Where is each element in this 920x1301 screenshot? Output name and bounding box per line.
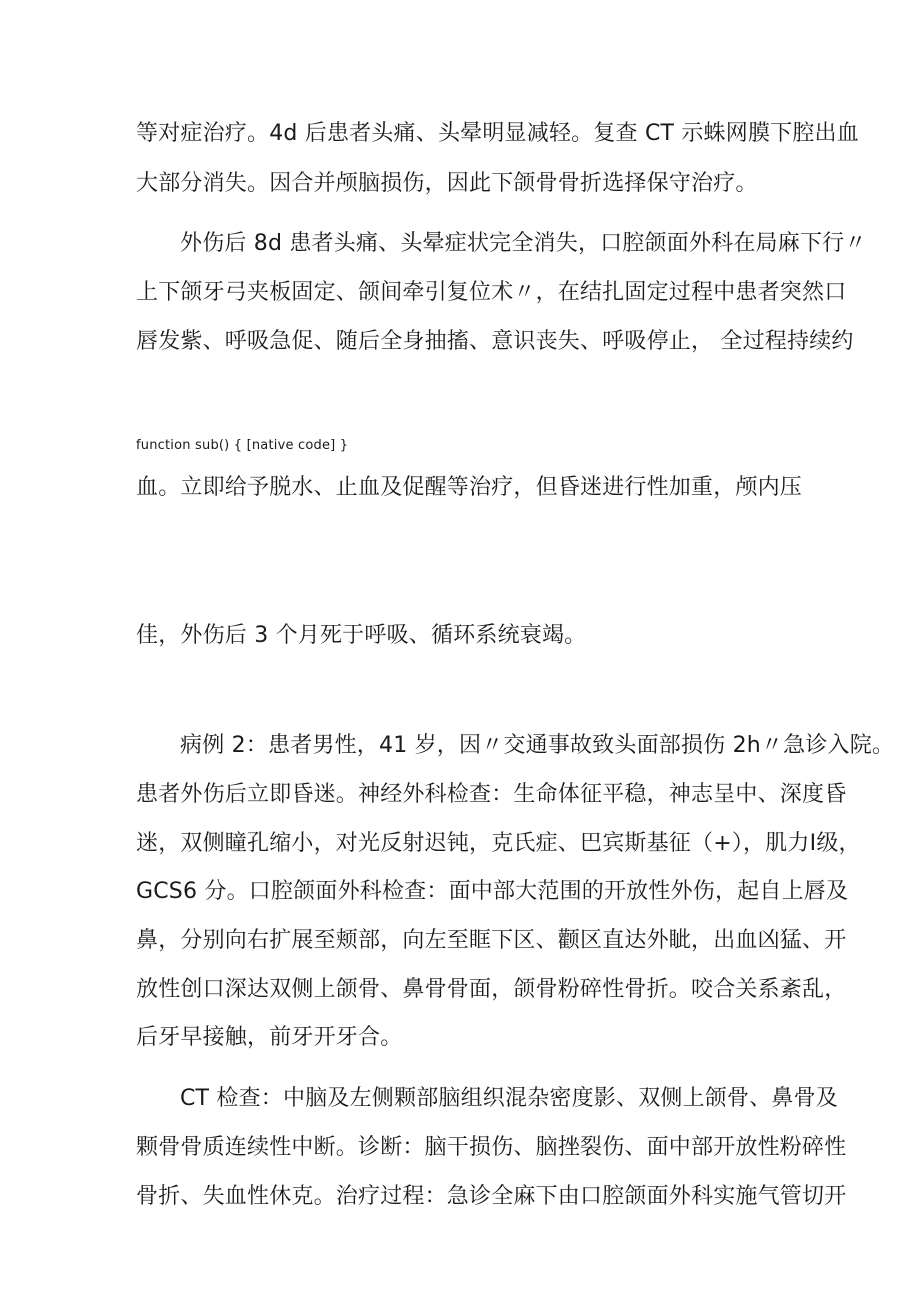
text-line: 后牙早接触，前牙开牙合。 [136, 1025, 403, 1050]
text-line: 等对症治疗。4d 后患者头痛、头晕明显减轻。复查 CT 示蛛网膜下腔出血 [136, 121, 859, 146]
text-line: 鼻，分别向右扩展至颊部，向左至眶下区、颧区直达外眦，出血凶猛、开 [136, 928, 847, 953]
text-line: 迷，双侧瞳孔缩小，对光反射迟钝，克氏症、巴宾斯基征（+），肌力Ⅰ级， [136, 831, 861, 856]
subscript: function sub() { [native code] } [136, 438, 349, 453]
text-line: 病例 2：患者男性，41 岁，因〃交通事故致头面部损伤 2h〃急诊入院。 [180, 733, 895, 758]
text-line: GCS6 分。口腔颌面外科检查：面中部大范围的开放性外伤，起自上唇及 [136, 879, 849, 904]
text-line: 颗骨骨质连续性中断。诊断：脑干损伤、脑挫裂伤、面中部开放性粉碎性 [136, 1135, 847, 1160]
text-line: 血。立即给予脱水、止血及促醒等治疗，但昏迷进行性加重，颅内压 [136, 475, 803, 500]
text-line: 大部分消失。因合并颅脑损伤，因此下颌骨骨折选择保守治疗。 [136, 171, 758, 196]
text-line: 上下颌牙弓夹板固定、颌间牵引复位术〃，在结扎固定过程中患者突然口 [136, 280, 847, 305]
text-line: 佳，外伤后 3 个月死于呼吸、循环系统衰竭。 [136, 623, 587, 648]
text-line: 骨折、失血性休克。治疗过程：急诊全麻下由口腔颌面外科实施气管切开 [136, 1184, 847, 1209]
text-line-with-subscript [136, 423, 348, 455]
text-line: 患者外伤后立即昏迷。神经外科检查：生命体征平稳，神志呈中、深度昏 [136, 782, 847, 807]
text-line: 放性创口深达双侧上颌骨、鼻骨骨面，颌骨粉碎性骨折。咬合关系紊乱， [136, 977, 847, 1002]
text-line: CT 检查：中脑及左侧颗部脑组织混杂密度影、双侧上颌骨、鼻骨及 [180, 1086, 838, 1111]
text-line: 唇发紫、呼吸急促、随后全身抽搐、意识丧失、呼吸停止， 全过程持续约 [136, 329, 854, 354]
text-line: 外伤后 8d 患者头痛、头晕症状完全消失，口腔颌面外科在局麻下行〃 [180, 231, 867, 256]
